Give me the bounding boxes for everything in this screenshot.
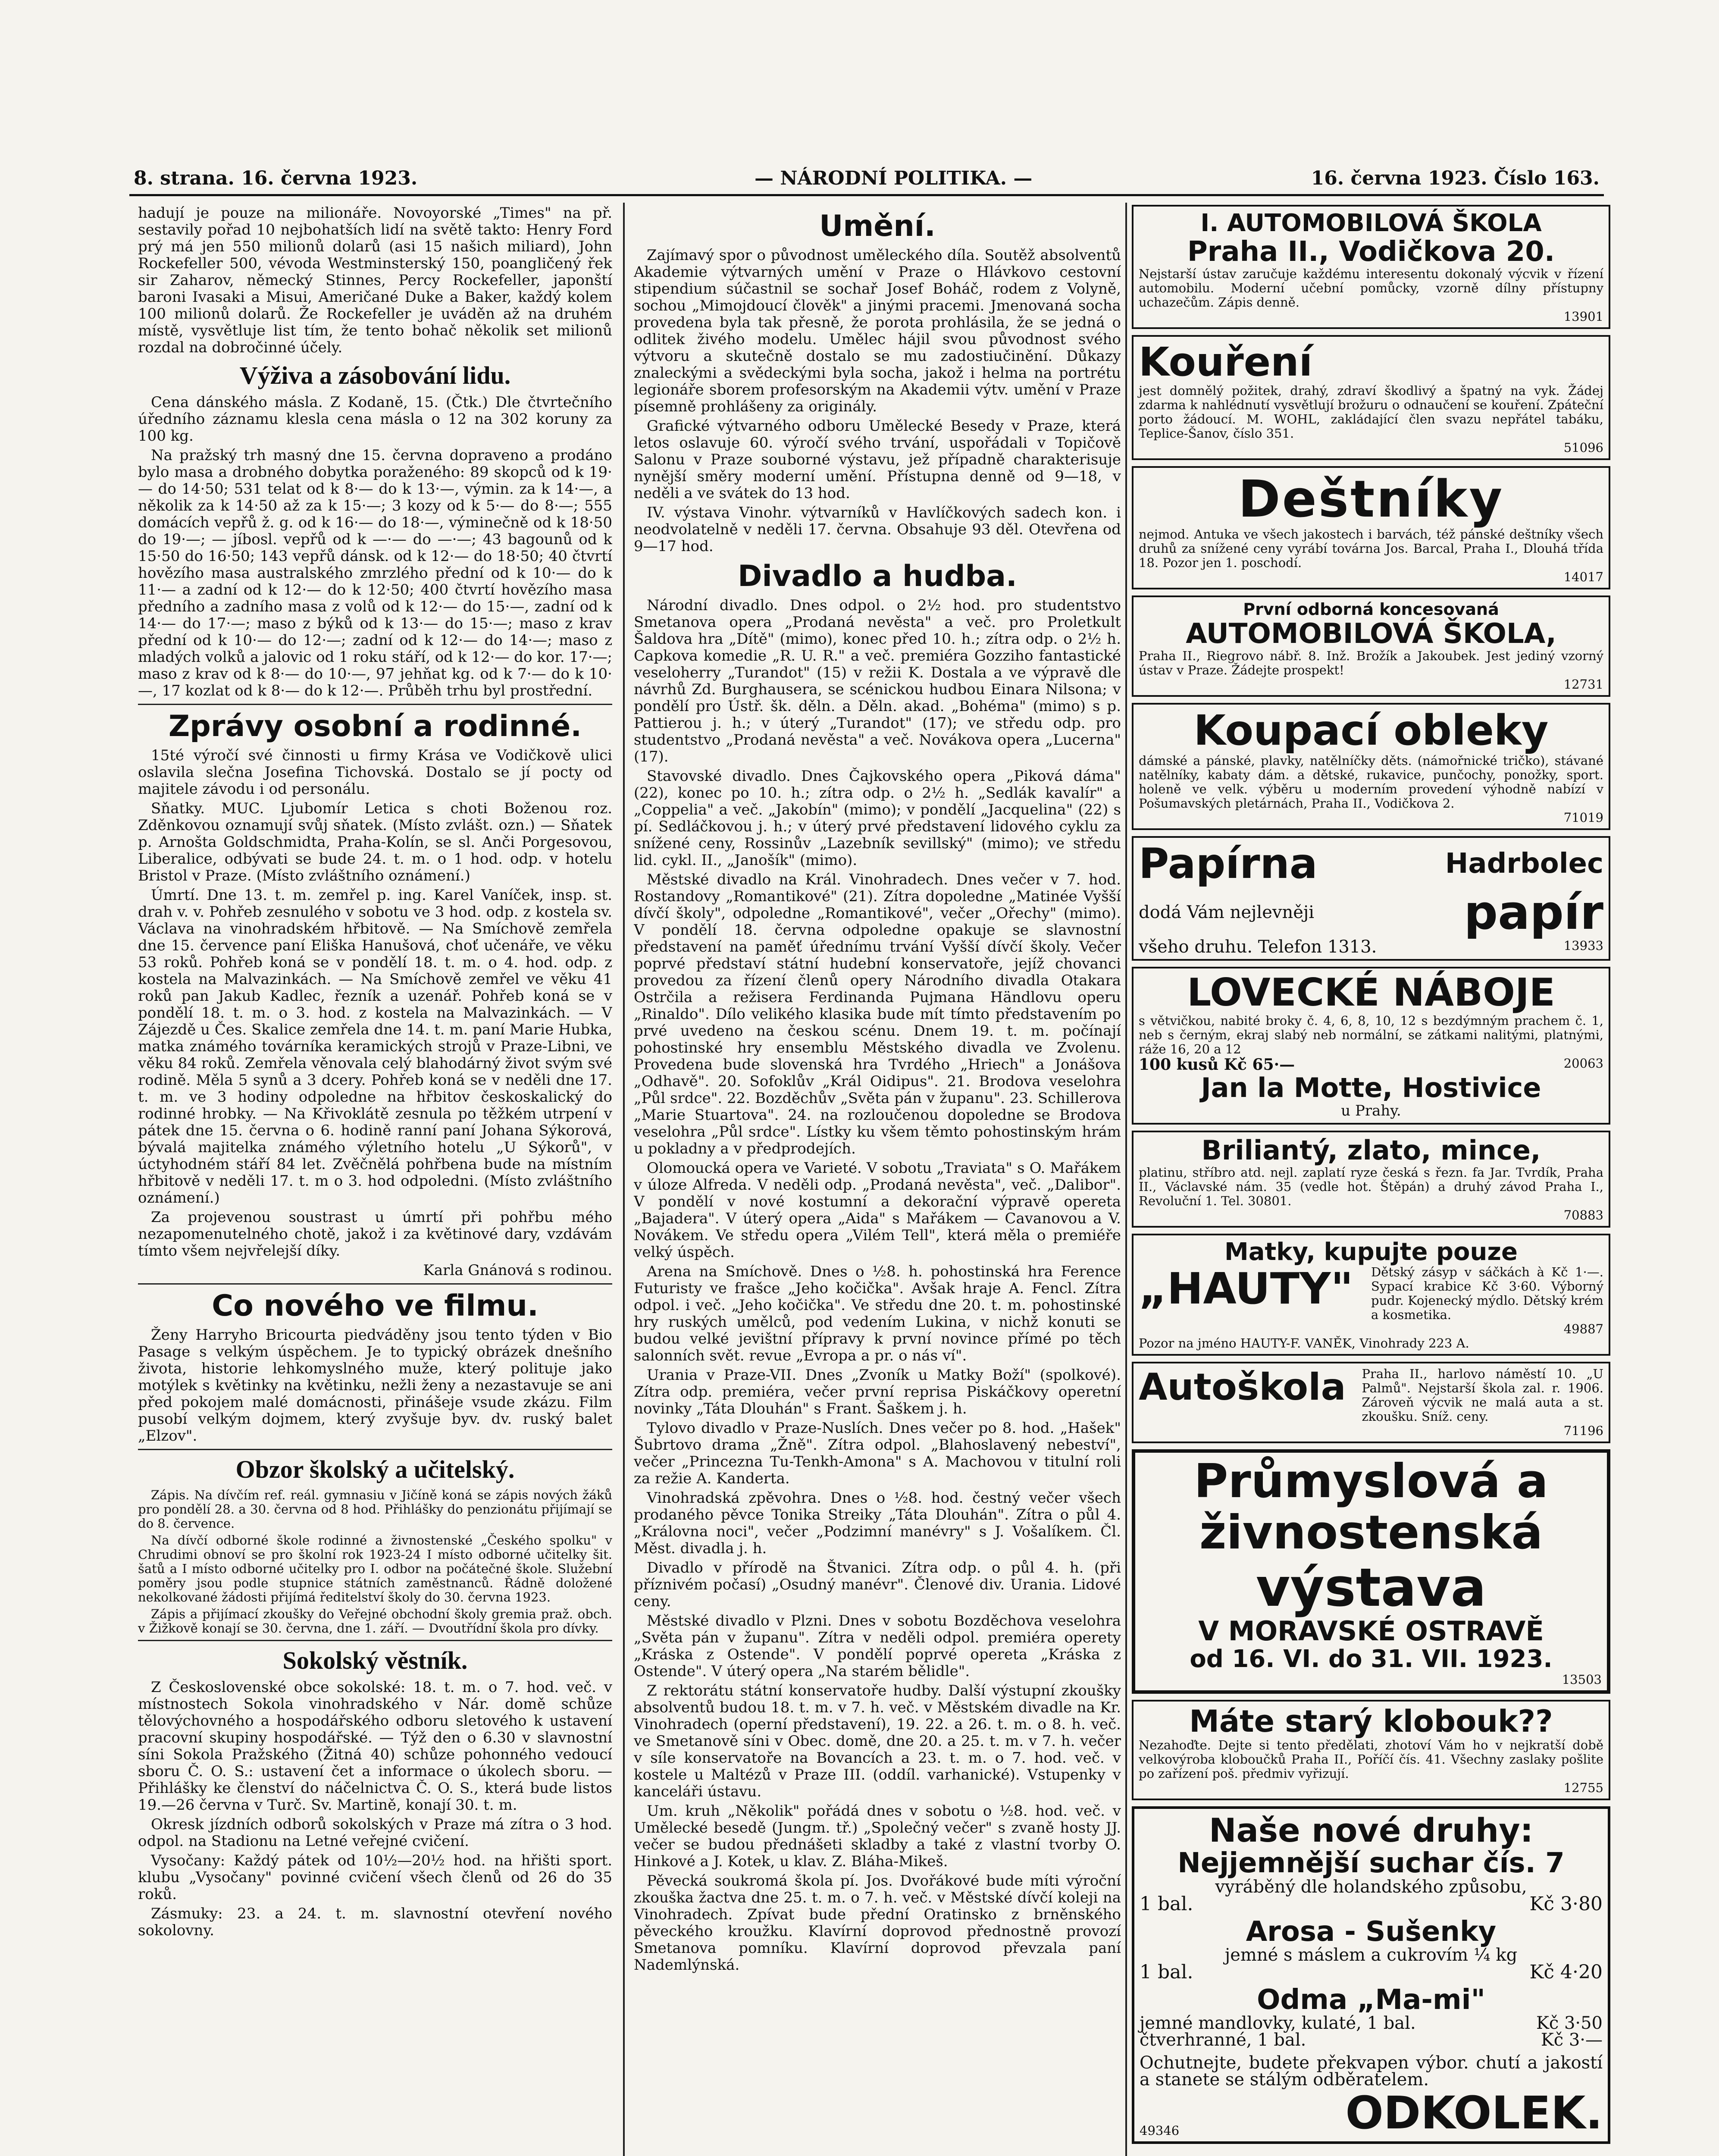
ad-text: Pozor na jméno HAUTY-F. VANĚK, Vinohrady 223 A. (1139, 1336, 1469, 1351)
product-name: Odma „Ma-mi" (1257, 1984, 1485, 2016)
ad-vystava-ostrava (1132, 1449, 1610, 1694)
article-text: Stavovské divadlo. Dnes Čajkovského opera „Piková dáma" (22), konec po 10. h.; zítra odp. o 2½ h. „Sedlák kavalír" a „Coppelia" a več. „Jakobín" (mimo); v pondělí „Jacquelina" (22) s pí. Sedláčkovou j. h.; v úterý prvé představení lidového cyklu za snížené ceny, Rossinův „Lazebník sevillský" (mimo); ve středu lid. cykl. II., „Janošík" (mimo). (634, 768, 1121, 869)
article-text: Vinohradská zpěvohra. Dnes o ½8. hod. čestný večer všech prodaného pěvce Tonika Streiky „Táta Dlouhán". Zítra o půl 4. „Královna noci", večer „Podzimní manévry" s J. Vošalíkem. Čl. Měst. divadla j. h. (634, 1489, 1121, 1557)
ad-hauty (1132, 1234, 1610, 1356)
article-text: Zásmuky: 23. a 24. t. m. slavnostní otevření nového sokolovny. (138, 1905, 612, 1939)
ad-number: 51096 (1563, 440, 1603, 455)
ad-title: Koupací obleky (1193, 706, 1549, 755)
article-text: IV. výstava Vinohr. výtvarníků v Havlíčkových sadech kon. i neodvolatelně v neděli 17. června. Obsahuje 93 děl. Otevřena od 9—17 hod. (634, 504, 1121, 555)
ad-title: živnostenská (1199, 1505, 1543, 1560)
ad-koureni (1132, 335, 1610, 460)
divider (138, 704, 612, 705)
ad-brand-row (1140, 2087, 1603, 2140)
ad-number: 12731 (1563, 677, 1603, 692)
ad-body-row (1139, 1367, 1603, 1424)
ad-number: 13901 (1563, 309, 1603, 324)
header-issue: 16. června 1923. Číslo 163. (1311, 167, 1600, 189)
ad-automobilova-skola-2 (1132, 595, 1610, 697)
ad-title: Naše nové druhy: (1209, 1811, 1534, 1849)
ad-subtitle: První odborná koncesovaná (1243, 599, 1499, 619)
ad-text: nejmod. Antuka ve všech jakostech i barvách, též pánské deštníky všech druhů za snížené ceny vyrábí továrna Jos. Barcal, Praha I., Dlouhá třída 18. Pozor jen 1. poschodí. (1139, 526, 1603, 570)
divider (138, 1640, 612, 1641)
article-text: Okresk jízdních odborů sokolských v Praze má zítra o 3 hod. odpol. na Stadionu na Letné veřejné cvičení. (138, 1816, 612, 1850)
ad-text: dámské a pánské, plavky, natělníčky děts. (námořnické tričko), stávané natělníky, kabaty dám. a dětské, rukavice, punčochy, ponožky, sport. holeně ve velk. výběru u moderním provedení výhodně nabízí v Pošumavských pletárnách, Praha II., Vodičkova 2. (1139, 753, 1603, 811)
ad-price-row (1139, 1056, 1603, 1073)
ad-text: jest domnělý požitek, drahý, zdraví škodlivý a špatný na vyk. Žádej zdarma k nahlédnutí vysvětlují brožuru o odnaučení se kouření. Zpáteční porto žádoucí. M. WOHL, zakládající člen svazu nepřátel tabáku, Teplice-Šanov, číslo 351. (1139, 383, 1603, 441)
ad-number: 12755 (1563, 1780, 1603, 1795)
ad-title: Průmyslová a (1194, 1454, 1548, 1509)
header-newspaper-title: — NÁRODNÍ POLITIKA. — (755, 167, 1033, 189)
article-text: Grafické výtvarného odboru Umělecké Besedy v Praze, která letos oslavuje 60. výročí svého trvání, uspořádali v Topičově Salonu v Praze souborné výstavu, jež případně charakterisuje nynější směry moderní umění. Přístupna denně od 9—18, v neděli a ve svátek do 13 hod. (634, 417, 1121, 502)
article-text: Městské divadlo v Plzni. Dnes v sobotu Bozděchova veselohra „Světa pán v županu". Zítra v neděli odpol. premiéra operety „Kráska z Ostende". V pondělí poprvé opereta „Kráska z Ostende". V úterý opera „Na starém bělidle". (634, 1612, 1121, 1680)
section-heading-sokol: Sokolský věstník. (282, 1646, 468, 1674)
page-header (129, 164, 1604, 196)
ad-location: V MORAVSKÉ OSTRAVĚ (1198, 1615, 1544, 1647)
article-text: Městské divadlo na Král. Vinohradech. Dnes večer v 7. hod. Rostandovy „Romantikové" (21). Zítra dopoledne „Matinée Vyšší dívčí školy", odpoledne „Romantikové", večer „Ořechy" (mimo). V pondělí 18. června odpoledne opakuje se slavnostní představení na paměť úřednímu trvání Vyšší dívčí školy. Večer poprvé představí státní hudební konservatoře, jejíž chovanci provedou za řízení členů opery Národního divadla Otakara Ostrčila a režisera Ferdinanda Pujmana Händlovu operu „Rinaldo". Dílo velikého klasika bude mít tímto představením po prvé uvedeno na českou scénu. Dnem 19. t. m. počínají pohostinské hry ensemblu Městského divadla ve Zvolenu. Provedena bude slovenská hra Tvrdého „Hriech" a Jonášova „Odhavě". 20. Sofoklův „Král Oidipus". 21. Brodova veselohra „Půl srdce". 22. Bozděchův „Světa pán v županu". 23. Schillerova „Marie Stuartova". 24. na rozloučenou dopoledne se Brodova veselohra „Půl srdce". Lístky ku všem těmto pohostinským hrám u pokladny a v předprodejích. (634, 871, 1121, 1157)
article-text: Cena dánského másla. Z Kodaně, 15. (Čtk.) Dle čtvrtečního úředního záznamu klesla cena másla o 12 na 302 koruny za 100 kg. (138, 394, 612, 445)
article-text: Úmrtí. Dne 13. t. m. zemřel p. ing. Karel Vaníček, insp. st. drah v. v. Pohřeb zesnulého v sobotu ve 3 hod. odp. z kostela sv. Václava na vinohradském hřbitově. — Na Smíchově zemřela dne 15. července paní Eliška Hanušová, choť učenáře, ve věku 53 roků. Pohřeb koná se v pondělí 18. t. m. o 4. hod. odp. z kostela na Malvazinkách. — Na Smíchově zemřel ve věku 41 roků pan Jakub Kadlec, řezník a uzenář. Pohřeb koná se v pondělí 18. t. m. o 3. hod. z kostela na Malvazinkách. — V Zájezdě u Čes. Skalice zemřela dne 14. t. m. paní Marie Hubka, matka známého továrníka keramických strojů v Praze-Libni, ve věku 84 roků. Zemřela věnovala celý blahodárný život svým své rodině. Měla 5 synů a 3 dcery. Pohřeb koná se v neděli dne 17. t. m. ve 3 hodiny odpoledne na hřbitov českoskalický do rodinné hrobky. — Na Křivoklátě zesnula po těžkém utrpení v pátek dne 15. června o 6. hodině ranní paní Johana Sýkorová, bývalá majitelka známého výletního hotelu „U Sýkorů", v úctyhodném stáří 84 let. Zvěčnělá pohřbena bude na místním hřbitově v neděli 17. t. m o 3. hod odpoledni. (Místo zvláštního oznámení.) (138, 887, 612, 1206)
ad-number: 20063 (1563, 1056, 1603, 1071)
section-heading-zpravy: Zprávy osobní a rodinné. (168, 709, 582, 743)
ad-middle-row (1139, 887, 1603, 939)
ad-klobouk (1132, 1700, 1610, 1800)
article-text: Sňatky. MUC. Ljubomír Letica s choti Boženou roz. Zděnkovou oznamují svůj sňatek. (Místo zvlášt. ozn.) — Sňatek p. Arnošta Goldschmidta, Praha-Kolín, se sl. Anči Porgesovou, Liberalice, odbývati se bude 24. t. m. o 1 hod. odp. v hotelu Bristol v Praze. (Místo zvláštního oznámení.) (138, 800, 612, 884)
article-text: Národní divadlo. Dnes odpol. o 2½ hod. pro studentstvo Smetanova opera „Prodaná nevěsta" a več. pro Proletkult Šaldova hra „Dítě" (mimo), konec před 10. h.; zítra odp. o 2½ h. Capkova komedie „R. U. R." a več. premiéra Gozziho fantastické veseloherry „Turandot" (15) v režii K. Dostala a ve výpravě dle návrhů Zd. Burghausera, se scénickou hudbou Einara Nilsona; v pondělí pro Ústř. šk. děln. a Děln. akad. „Bohéma" (mimo) s p. Pattierou j. h.; v úterý „Turandot" (17); ve středu odp. pro studentstvo „Prodaná nevěsta" a več. Novákova opera „Lucerna" (17). (634, 597, 1121, 765)
ad-number: 49887 (1563, 1322, 1603, 1337)
article-text: 15té výročí své činnosti u firmy Krása ve Vodičkově ulici oslavila slečna Josefina Tichovská. Dostalo se jí pocty od majitele závodu i od personálu. (138, 747, 612, 798)
product-price: Kč 4·20 (1529, 1961, 1603, 1984)
ad-place: u Prahy. (1341, 1102, 1401, 1120)
ad-title: I. AUTOMOBILOVÁ ŠKOLA (1200, 209, 1542, 237)
section-heading-skolsky: Obzor školský a učitelský. (235, 1455, 515, 1483)
ad-title: Autoškola (1139, 1366, 1346, 1409)
product-price-row (1140, 1893, 1603, 1915)
product-desc: čtverhranné, 1 bal. (1140, 2030, 1306, 2050)
product-name: Arosa - Sušenky (1246, 1915, 1497, 1948)
column-3-ads (1132, 205, 1610, 2156)
article-text: hadují je pouze na milionáře. Novoyorské „Times" na př. sestavily pořad 10 nejbohatších lidí na světě takto: Henry Ford prý má jen 550 milionů dolarů (asi 15 našich miliard), John Rockefeller 500, vévoda Westminsterský 150, poangličený řek sir Zaharov, německý Stinnes, Percy Rockefeller, japonští baroni Ivasaki a Misui, Američané Duke a Baker, každý kolem 100 milionů dolarů. Že Rockefeller je uváděn až na druhém místě, vysvětluje list tím, že tento bohač několik set milionů rozdal na dobročinné účely. (138, 205, 612, 356)
article-text: Pěvecká soukromá škola pí. Jos. Dvořákové bude míti výroční zkouška žactva dne 25. t. m. o 7. h. več. v Městské dívčí koleji na Vinohradech. Zpívat bude přední Oratinsko z brněnského pěveckého kroužku. Klavírní doprovod přednostně provozí Smetanova pomníku. Klavírní doprovod převzala paní Nademlýnská. (634, 1872, 1121, 1974)
article-text: Z rektorátu státní konservatoře hudby. Další výstupní zkoušky absolventů budou 18. t. m. v 7. h. več. v Městském divadle na Kr. Vinohradech (operní představení), 19. 22. a 26. t. m. o 8. h. več. ve Smetanově síni v Obec. domě, dne 20. a 25. t. m. v 7. h. večer v síle konservatoře na Bovancích a 23. t. m. o 7. hod. več. v kostele u Maltézů v Praze III. (oddíl. varhanické). Vstupenky v kanceláři ústavu. (634, 1682, 1121, 1800)
product-price: Kč 3·80 (1529, 1893, 1603, 1915)
ad-dates: od 16. VI. do 31. VII. 1923. (1190, 1645, 1553, 1673)
article-text: Divadlo v přírodě na Štvanici. Zítra odp. o půl 4. h. (při příznivém počasí) „Osudný manévr". Členové div. Urania. Lidové ceny. (634, 1559, 1121, 1610)
column-2 (634, 205, 1121, 2156)
ad-text: Nejstarší ústav zaručuje každému interesentu dokonalý výcvik v řízení automobilu. Moderní učební pomůcky, vzorně dílny přístupny uchazečům. Zápis denně. (1139, 266, 1603, 310)
divider (138, 1283, 612, 1285)
ad-company: Jan la Motte, Hostivice (1201, 1072, 1541, 1104)
article-text: Z Československé obce sokolské: 18. t. m. o 7. hod. več. v místnostech Sokola vinohradského v Nár. domě schůze tělovýchovného a hospodářského odboru sletového k ustavení pracovní skupiny hospodářské. — Týž den o 6.30 v slavnostní síni Sokola Pražského (Žitná 40) schůze pohonného vedoucí sboru Č. O. S.: ustavení čet a informace o úkolech sboru. — Přihlášky ke členství do náčelnictva Č. O. S., která bude listos 19.—26 června v Turč. Sv. Martině, konají 30. t. m. (138, 1679, 612, 1814)
product-price-row (1140, 2015, 1603, 2032)
section-heading-umeni: Umění. (819, 209, 936, 243)
product-desc: jemné s máslem a cukrovím ¼ kg (1224, 1945, 1518, 1965)
article-text: Na pražský trh masný dne 15. června dopraveno a prodáno bylo masa a drobného dobytka poraženého: 89 skopců od k 19·— do 14·50; 531 telat od k 8·— do k 13·—, výmin. za k 14·—, a několik za k 14·50 až za k 15·—; 3 kozy od k 5·— do 8·—; 555 domácích vepřů ž. g. od k 16·— do 18·—, výminečně od k 18·50 do 19·—; — jíbosl. vepřů od k —·— do —·—; 43 bagounů od k 15·50 do 16·50; 143 vepřů dánsk. od k 12·— do 18·50; 40 čtvrtí hovězího masa australského zmrzlého přední od k 10·— do k 11·— a zadní od k 12·— do k 12·50; 400 čtvrtí hovězího masa předního a zadního masa z volů od k 12·— do 15·—, zadní od k 14·— do 17·—; maso z býků od k 13·— do 15·—; maso z krav přední od k 10·— do 12·—; zadní od k 12·— do 14·—; maso z mladých volků a jalovic od 1 roku stáří, od k 12·— do kor. 17·—; maso z krav od k 8·— do 10·—, 97 jehňat kg. od k 7·— do k 10·—, 17 kozlat od k 8·— do k 12·—. Průběh trhu byl prostřední. (138, 447, 612, 699)
ad-text: Ochutnejte, budete překvapen výbor. chutí a jakostí a stanete se stálým odběratelem. (1140, 2053, 1603, 2090)
ad-title: LOVECKÉ NÁBOJE (1187, 970, 1555, 1015)
ad-title-row (1139, 841, 1603, 887)
section-heading-divadlo: Divadlo a hudba. (738, 559, 1017, 593)
ad-brand: ODKOLEK. (1345, 2087, 1603, 2140)
ad-number: 70883 (1563, 1207, 1603, 1222)
product-unit: 1 bal. (1140, 1893, 1193, 1915)
section-heading-film: Co nového ve filmu. (212, 1289, 539, 1323)
ad-text: Nezahoďte. Dejte si tento předělati, zhotoví Vám ho v nejkratší době velkovýroba kloboučků Praha II., Poříčí čís. 41. Všechny zaslaky pošlite po zařízení poš. předmiv vyřizují. (1139, 1737, 1603, 1781)
ad-title: Papírna (1139, 839, 1318, 888)
ad-brilianty (1132, 1131, 1610, 1227)
ad-text: všeho druhu. Telefon 1313. (1139, 937, 1377, 957)
product-price: Kč 3·— (1541, 2030, 1603, 2050)
product-unit: 1 bal. (1140, 1961, 1193, 1984)
article-text: Olomoucká opera ve Varieté. V sobotu „Traviata" s O. Mařákem v úloze Alfreda. V neděli odp. „Prodaná nevěsta", več. „Dalibor". V pondělí v nové kostumní a dekorační výpravě opereta „Bajadera". V úterý opera „Aida" s Mařákem — Cavanovou a V. Novákem. Ve středu opera „Vilém Tell", která měla o premiéře velký úspěch. (634, 1159, 1121, 1261)
ad-title: výstava (1256, 1557, 1487, 1618)
ad-title: Deštníky (1238, 469, 1504, 529)
ad-koupaci-obleky (1132, 703, 1610, 830)
ad-text: platinu, stříbro atd. nejl. zaplatí ryze česká s řezn. fa Jar. Tvrdík, Praha II., Václavské nám. 35 (vedle hot. Štěpán) a druhý závod Praha I., Revoluční 1. Tel. 30801. (1139, 1165, 1603, 1208)
ad-number: 49346 (1140, 2123, 1180, 2138)
ad-automobilova-skola (1132, 205, 1610, 329)
ad-number: 71196 (1563, 1423, 1603, 1438)
ad-price: 100 kusů Kč 65·— (1139, 1056, 1295, 1074)
header-page-date: 8. strana. 16. června 1923. (134, 167, 418, 189)
ad-title: Kouření (1139, 338, 1313, 385)
column-1 (138, 205, 612, 2156)
article-text: Za projevenou soustrast u úmrtí při pohřbu mého nezapomenutelného chotě, jakož i za květinové dary, vzdávám tímto všem nejvřelejší díky. (138, 1209, 612, 1260)
ad-title: Máte starý klobouk?? (1189, 1703, 1553, 1739)
ad-bottom-row (1139, 939, 1603, 956)
ad-text: dodá Vám nejlevněji (1139, 903, 1315, 923)
article-text: Ženy Harryho Bricourta piedváděny jsou tento týden v Bio Pasage s velkým úspěchem. Je to typický obrázek dnešního života, historie lehkomyslného muže, který polituje jako motýlek s květinky na květinku, nežli ženy a nezastavuje se ani před pokojem malé domácnosti, přinášeje vsude zkázu. Film pusobí velkým dojmem, který zvyšuje byv. dv. ruský balet „Elzov". (138, 1326, 612, 1445)
product-price: Kč 3·50 (1536, 2013, 1603, 2034)
ad-title: Hadrbolec (1445, 848, 1603, 880)
signature: Karla Gnánová s rodinou. (423, 1262, 612, 1279)
ad-number: 13503 (1562, 1672, 1602, 1687)
ad-destniky (1132, 466, 1610, 589)
article-text: Um. kruh „Několik" pořádá dnes v sobotu o ½8. hod. več. v Umělecké besedě (Jungm. tř.) „Společný večer" s zvaně hosty JJ. večer se budou přednášeti skladby a také z vlastní tvorby O. Hinkové a J. Kotek, u klav. Z. Bláha-Mikeš. (634, 1802, 1121, 1870)
article-text: Vysočany: Každý pátek od 10½—20½ hod. na hřišti sport. klubu „Vysočany" povinné cvičení všech členů od 26 do 35 roků. (138, 1852, 612, 1903)
ad-title: AUTOMOBILOVÁ ŠKOLA, (1186, 617, 1556, 650)
article-text: Tylovo divadlo v Praze-Nuslích. Dnes večer po 8. hod. „Hašek" Šubrtovo drama „Žně". Zítra odpol. „Blahoslavený nebeství", večer „Princezna Tu-Tenkh-Amona" s A. Machovou v titulní roli za režie A. Kanderta. (634, 1420, 1121, 1487)
ad-title: papír (1464, 885, 1603, 940)
article-text: Arena na Smíchově. Dnes o ½8. h. pohostinská hra Ference Futuristy ve frašce „Jeho kočička". Avšak hraje A. Fencl. Zítra odpol. i več. „Jeho kočička". Ve středu dne 20. t. m. pohostinské hry ruských umělců, pod vedením Lukina, v nichž konuti se budou velké jevištní přípravy k první novince přímé po těch salonních svět. revue „Evropa a pr. o nás ví". (634, 1263, 1121, 1364)
column-divider (1125, 203, 1127, 2156)
ad-text: s větvičkou, nabité broky č. 4, 6, 8, 10, 12 s bezdýmným prachem č. 1, neb s černým, ekraj slabý neb normální, se zátkami nalitými, platnými, ráže 16, 20 a 12 (1139, 1013, 1603, 1057)
divider (138, 1449, 612, 1450)
product-price-row (1140, 2032, 1603, 2049)
product-desc: jemné mandlovky, kulaté, 1 bal. (1140, 2013, 1416, 2034)
section-heading-vyziva: Výživa a zásobování lidu. (239, 361, 511, 389)
article-text: Urania v Praze-VII. Dnes „Zvoník u Matky Boží" (spolkové). Zítra odp. premiéra, večer první reprisa Piskáčkovy operetní novinky „Táta Dlouhán" s Frant. Šaškem j. h. (634, 1366, 1121, 1417)
article-text: Na dívčí odborné škole rodinné a živnostenské „Českého spolku" v Chrudimi obnoví se pro školní rok 1923-24 I místo odborné učitelky šit. šatů a I místo odborné učitelky pro I. odbor na počátečné škole. Služební poměry jsou podle stupnice státních zaměstnanců. Řádně doložené nekolkované žádosti přijímá ředitelství školy do 30. června 1923. (138, 1533, 612, 1604)
product-desc: vyráběný dle holandského způsobu, (1215, 1877, 1527, 1897)
ad-number: 13933 (1563, 938, 1603, 953)
ad-title: Praha II., Vodičkova 20. (1187, 235, 1555, 268)
column-divider (623, 203, 625, 2156)
ad-body-row (1139, 1265, 1603, 1322)
ad-odkolek (1132, 1806, 1610, 2144)
ad-brand: „HAUTY" (1139, 1263, 1353, 1314)
ad-papirna (1132, 836, 1610, 961)
product-price-row (1140, 1961, 1603, 1984)
ad-number: 14017 (1563, 569, 1603, 584)
ad-text: Dětský zásyp v sáčkách à Kč 1·—. Sypací krabice Kč 3·60. Výborný pudr. Kojenecký mýdlo. Dětský krém a kosmetika. (1371, 1265, 1603, 1322)
ad-number: 71019 (1563, 810, 1603, 825)
article-text: Zápis. Na dívčím ref. reál. gymnasiu v Jičíně koná se zápis nových žáků pro pondělí 28. a 30. června od 8 hod. Přihlášky do penzionátu přijímají se do 8. července. (138, 1488, 612, 1531)
ad-title: Matky, kupujte pouze (1224, 1238, 1518, 1266)
ad-text: Praha II., harlovo náměstí 10. „U Palmů". Nejstarší škola zal. r. 1906. Zároveň výcvik ne malá auta a st. zkoušku. Sníž. ceny. (1362, 1366, 1603, 1424)
article-text: Zápis a přijímací zkoušky do Veřejné obchodní školy gremia praž. obch. v Žižkově konají se 30. června, dne 1. září. — Dvoutřídní škola pro dívky. (138, 1607, 612, 1636)
ad-lovecke-naboje (1132, 967, 1610, 1125)
ad-title: Briliantý, zlato, mince, (1201, 1134, 1541, 1166)
ad-autoskola (1132, 1362, 1610, 1443)
product-name: Nejjemnější suchar čís. 7 (1177, 1847, 1565, 1880)
ad-text: Praha II., Riegrovo nábř. 8. Inž. Brožík a Jakoubek. Jest jediný vzorný ústav v Praze. Žádejte prospekt! (1139, 649, 1603, 678)
article-text: Zajímavý spor o původnost uměleckého díla. Soutěž absolventů Akademie výtvarných umění v Praze o Hlávkovo cestovní stipendium súčastnil se sochař Josef Boháč, rodem z Volyně, sochou „Mimojdoucí člověk" a jinými pracemi. Jmenovaná socha provedena byla tak přesně, že porota prohlásila, že se jedná o odlitek živého modelu. Umělec hájil svou původnost svého výtvoru a skutečně dostalo se mu zadostiučinění. Důkazy znaleckými a svědeckými byla socha, jakož i helma na portrétu legionáře sborem profesorským na Akademii výtv. umění v Praze písemně prohlášeny za originály. (634, 247, 1121, 415)
